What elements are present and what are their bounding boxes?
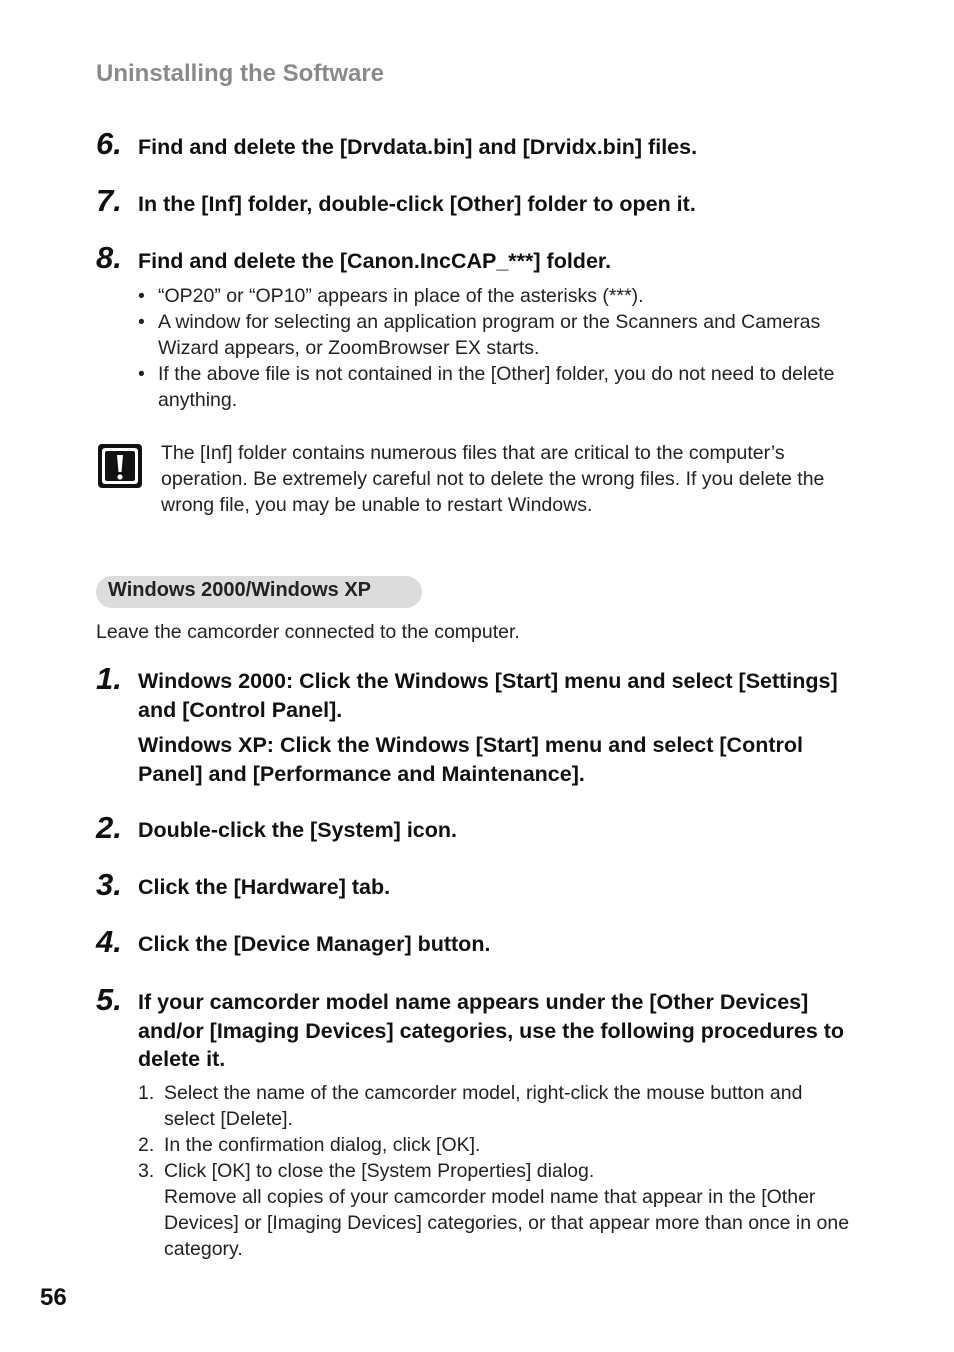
step-text: Click the [Device Manager] button. — [138, 932, 491, 956]
step-text: Find and delete the [Canon.IncCAP_***] folder. — [138, 249, 612, 273]
page-number: 56 — [40, 1284, 67, 1311]
list-item: 1. Select the name of the camcorder model, right-click the mouse button and select [Delete]. — [138, 1082, 803, 1130]
step-text: Double-click the [System] icon. — [138, 818, 457, 842]
bullet-item: • A window for selecting an application program or the Scanners and Cameras Wizard appears, or ZoomBrowser EX starts. — [138, 311, 821, 359]
bullet-item: • If the above file is not contained in the [Other] folder, you do not need to delete anything. — [138, 363, 835, 411]
warning-icon — [96, 442, 144, 490]
step-text: Windows XP: Click the Windows [Start] menu and select [Control Panel] and [Performance and Maintenance]. — [138, 733, 803, 786]
section-title: Uninstalling the Software — [96, 60, 385, 87]
step-text: In the [Inf] folder, double-click [Other] folder to open it. — [138, 192, 696, 216]
step-number: 5. — [96, 982, 122, 1017]
step-text: If your camcorder model name appears under the [Other Devices] and/or [Imaging Devices] categories, use the following procedures to delete it. — [138, 990, 845, 1071]
step-text: Windows 2000: Click the Windows [Start] menu and select [Settings] and [Control Panel]. — [138, 669, 838, 722]
caution-text: The [Inf] folder contains numerous files that are critical to the computer’s operation. Be extremely careful not to delete the wrong files. If you delete the wrong file, you may be unable to restart Windows. — [161, 442, 825, 516]
step-number: 7. — [96, 183, 122, 218]
step-text: Click the [Hardware] tab. — [138, 875, 391, 899]
list-item-note: Remove all copies of your camcorder model name that appear in the [Other Devices] or [Imaging Devices] categories, or that appear more than once in one category. — [164, 1186, 850, 1260]
step-number: 1. — [96, 661, 122, 696]
step-number: 4. — [96, 924, 122, 959]
step-number: 3. — [96, 867, 122, 902]
step-number: 8. — [96, 240, 122, 275]
bullet-item: • “OP20” or “OP10” appears in place of the asterisks (***). — [138, 285, 644, 307]
step-number: 2. — [96, 810, 122, 845]
step-number: 6. — [96, 126, 122, 161]
step-text: Find and delete the [Drvdata.bin] and [Drvidx.bin] files. — [138, 135, 698, 159]
list-item: 3. Click [OK] to close the [System Properties] dialog. Remove all copies of your camcorder model name that appear in the [Other Devices] or [Imaging Devices] categories, or that appear more than once in one category. — [138, 1158, 858, 1262]
os-section-label: Windows 2000/Windows XP — [96, 576, 422, 608]
section-intro: Leave the camcorder connected to the computer. — [96, 621, 520, 643]
list-item: 2. In the confirmation dialog, click [OK]. — [138, 1134, 481, 1156]
